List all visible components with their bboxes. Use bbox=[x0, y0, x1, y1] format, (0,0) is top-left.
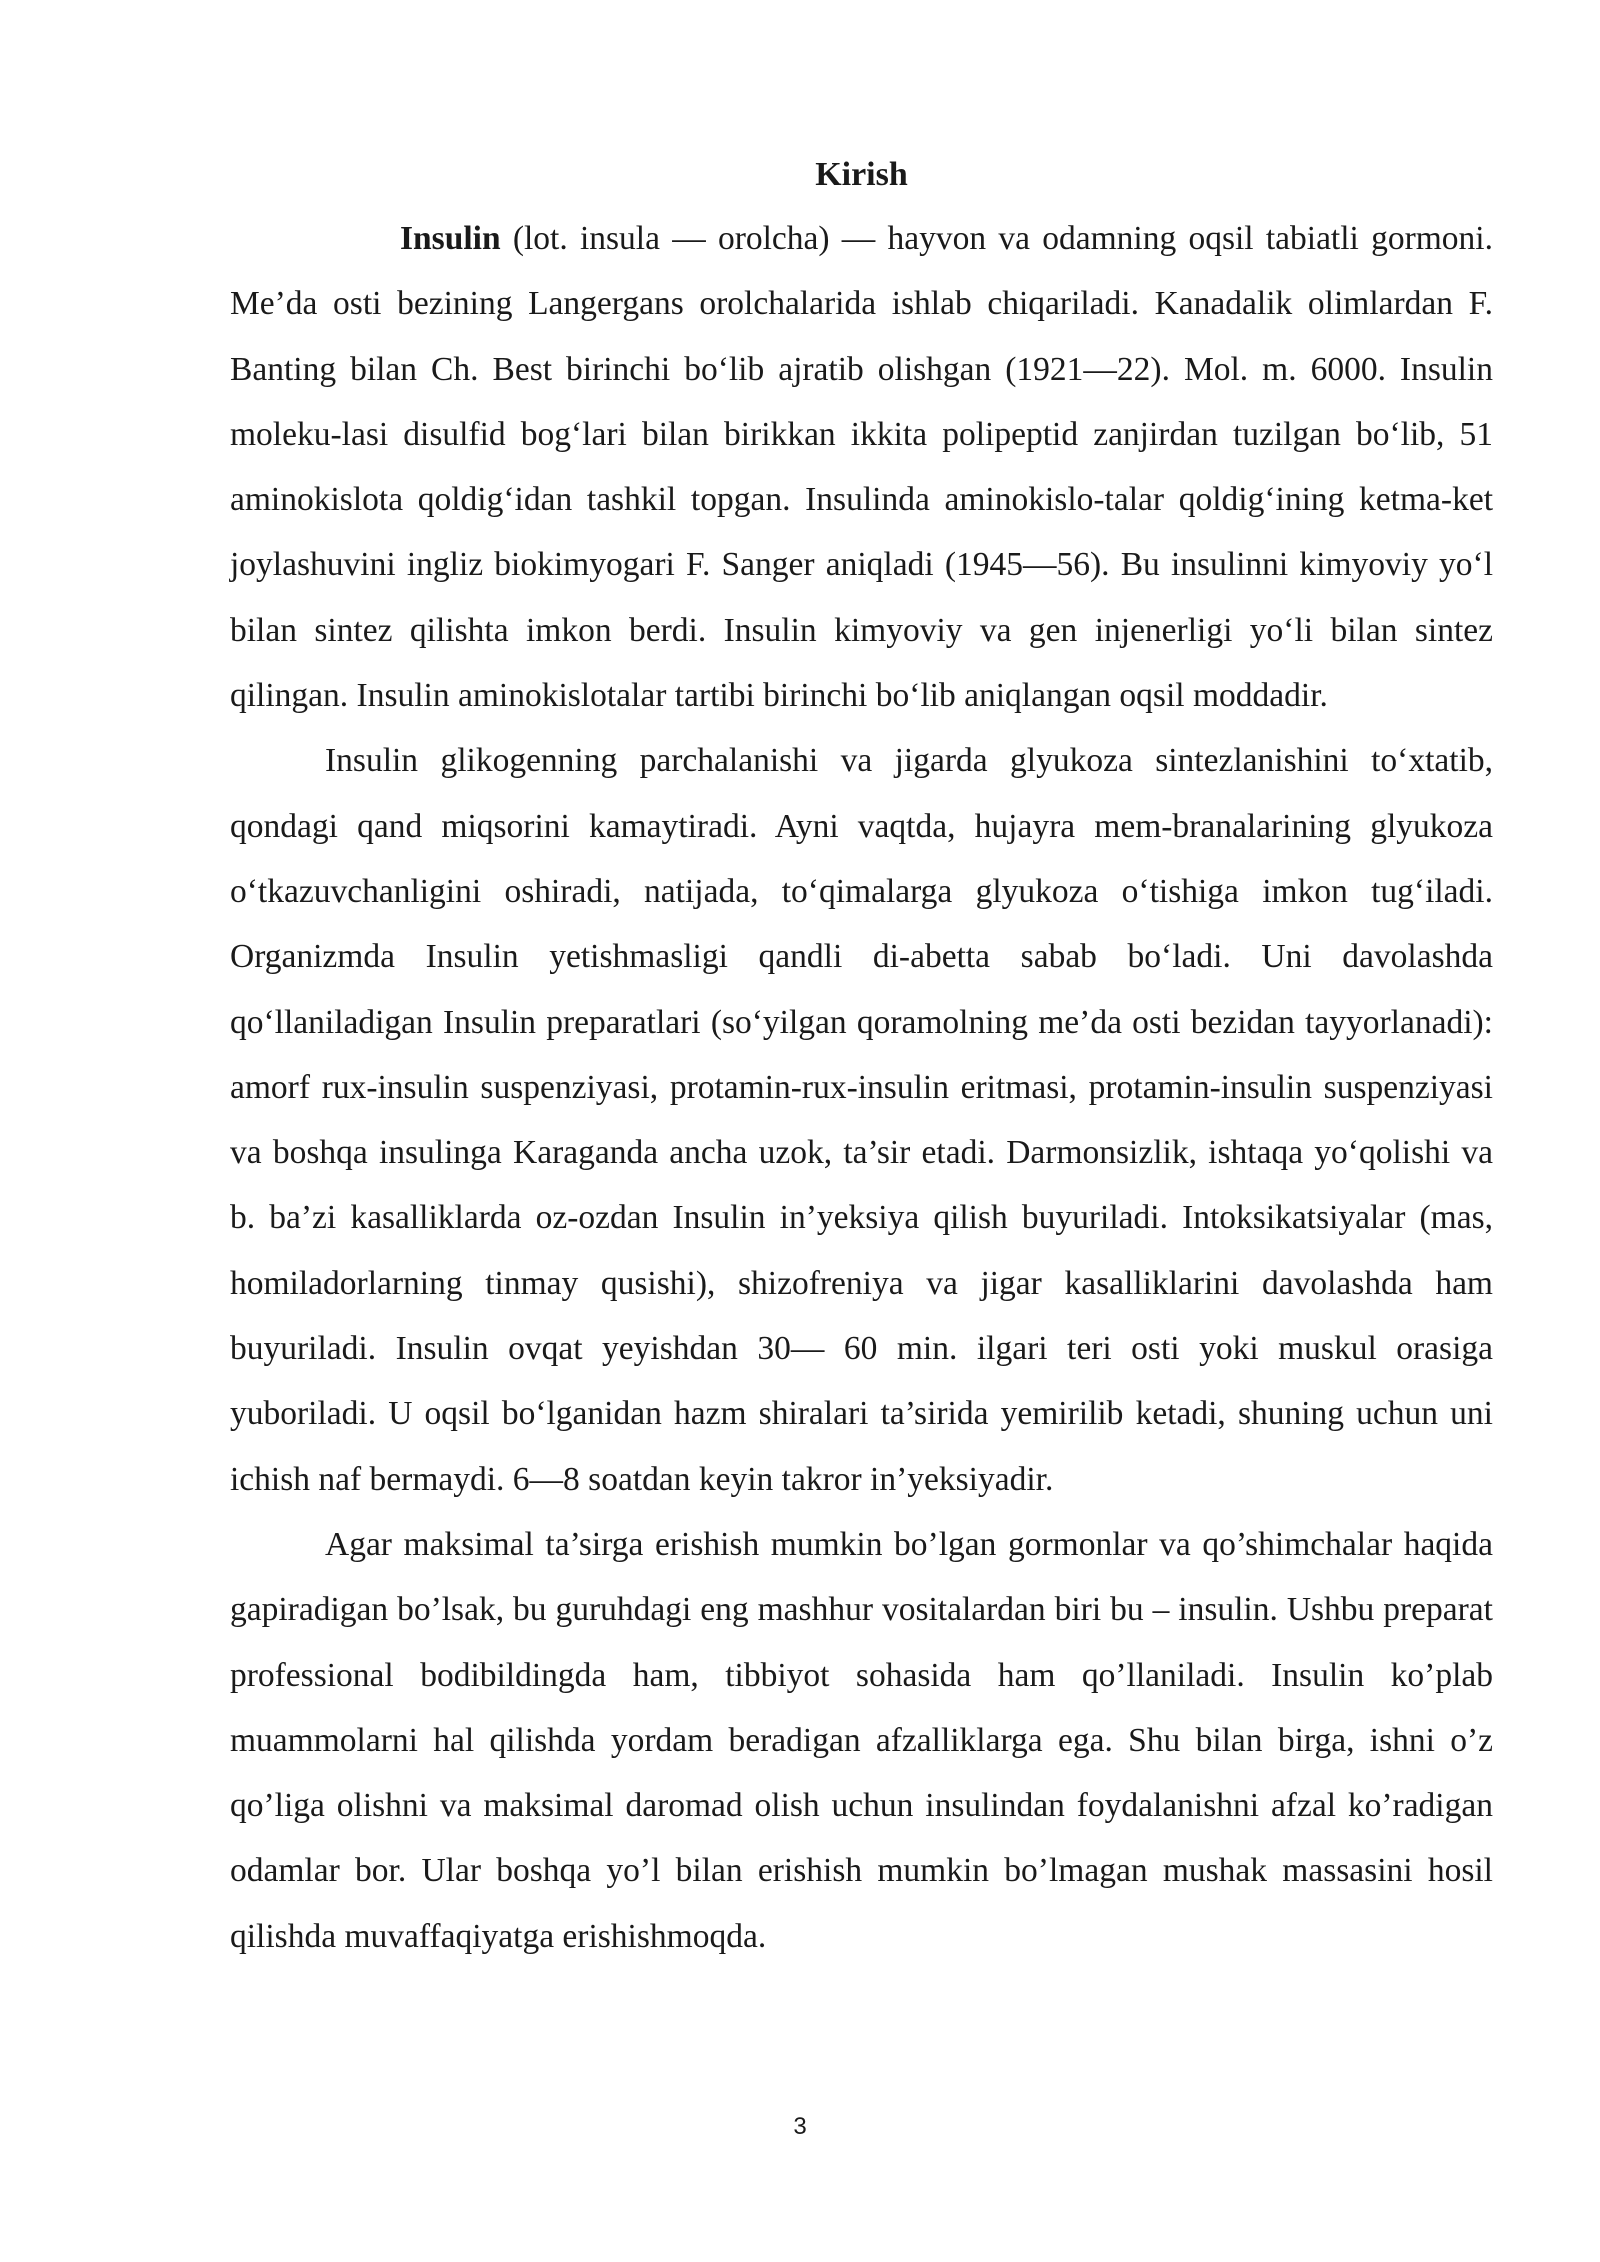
paragraph-1-text: (lot. insula — orolcha) — hayvon va odamning oqsil tabiatli gormoni. Me’da osti bezining Langergans orolchalarida ishlab chiqariladi. Kanadalik olimlardan F. Banting bilan Ch. Best birinchi bo‘lib ajratib olishgan (1921—22). Mol. m. 6000. Insulin moleku-lasi disulfid bog‘lari bilan birikkan ikkita polipeptid zanjirdan tuzilgan bo‘lib, 51 aminokislota qoldig‘idan tashkil topgan. Insulinda aminokislo-talar qoldig‘ining ketma-ket joylashuvini ingliz biokimyogari F. Sanger aniqladi (1945—56). Bu insulinni kimyoviy yo‘l bilan sintez qilishta imkon berdi. Insulin kimyoviy va gen injenerligi yo‘li bilan sintez qilingan. Insulin aminokislotalar tartibi birinchi bo‘lib aniqlangan oqsil moddadir. bbox=[230, 220, 1493, 715]
paragraph-2: Insulin glikogenning parchalanishi va jigarda glyukoza sintezlanishini to‘xtatib, qondagi qand miqsorini kamaytiradi. Ayni vaqtda, hujayra mem-branalarining glyukoza o‘tkazuvchanligini oshiradi, natijada, to‘qimalarga glyukoza o‘tishiga imkon tug‘iladi. Organizmda Insulin yetishmasligi qandli di-abetta sabab bo‘ladi. Uni davolashda qo‘llaniladigan Insulin preparatlari (so‘yilgan qoramolning me’da osti bezidan tayyorlanadi): amorf rux-insulin suspenziyasi, protamin-rux-insulin eritmasi, protamin-insulin suspenziyasi va boshqa insulinga Karaganda ancha uzok, ta’sir etadi. Darmonsizlik, ishtaqa yo‘qolishi va b. ba’zi kasalliklarda oz-ozdan Insulin in’yeksiya qilish buyuriladi. Intoksikatsiyalar (mas, homiladorlarning tinmay qusishi), shizofreniya va jigar kasalliklarini davolashda ham buyuriladi. Insulin ovqat yeyishdan 30— 60 min. ilgari teri osti yoki muskul orasiga yuboriladi. U oqsil bo‘lganidan hazm shiralari ta’sirida yemirilib ketadi, shuning uchun uni ichish naf bermaydi. 6—8 soatdan keyin takror in’yeksiyadir. bbox=[230, 742, 1493, 1498]
paragraph-1 bbox=[230, 206, 1493, 728]
paragraph-1-lead-term: Insulin bbox=[400, 220, 501, 257]
page-content bbox=[230, 148, 1493, 1969]
paragraph-3: Agar maksimal ta’sirga erishish mumkin bo’lgan gormonlar va qo’shimchalar haqida gapiradigan bo’lsak, bu guruhdagi eng mashhur vositalardan biri bu – insulin. Ushbu preparat professional bodibildingda ham, tibbiyot sohasida ham qo’llaniladi. Insulin ko’plab muammolarni hal qilishda yordam beradigan afzalliklarga ega. Shu bilan birga, ishni o’z qo’liga olishni va maksimal daromad olish uchun insulindan foydalanishni afzal ko’radigan odamlar bor. Ular boshqa yo’l bilan erishish mumkin bo’lmagan mushak massasini hosil qilishda muvaffaqiyatga erishishmoqda. bbox=[230, 1525, 1493, 1955]
section-title: Kirish bbox=[815, 156, 908, 193]
page-number: 3 bbox=[793, 2113, 807, 2140]
